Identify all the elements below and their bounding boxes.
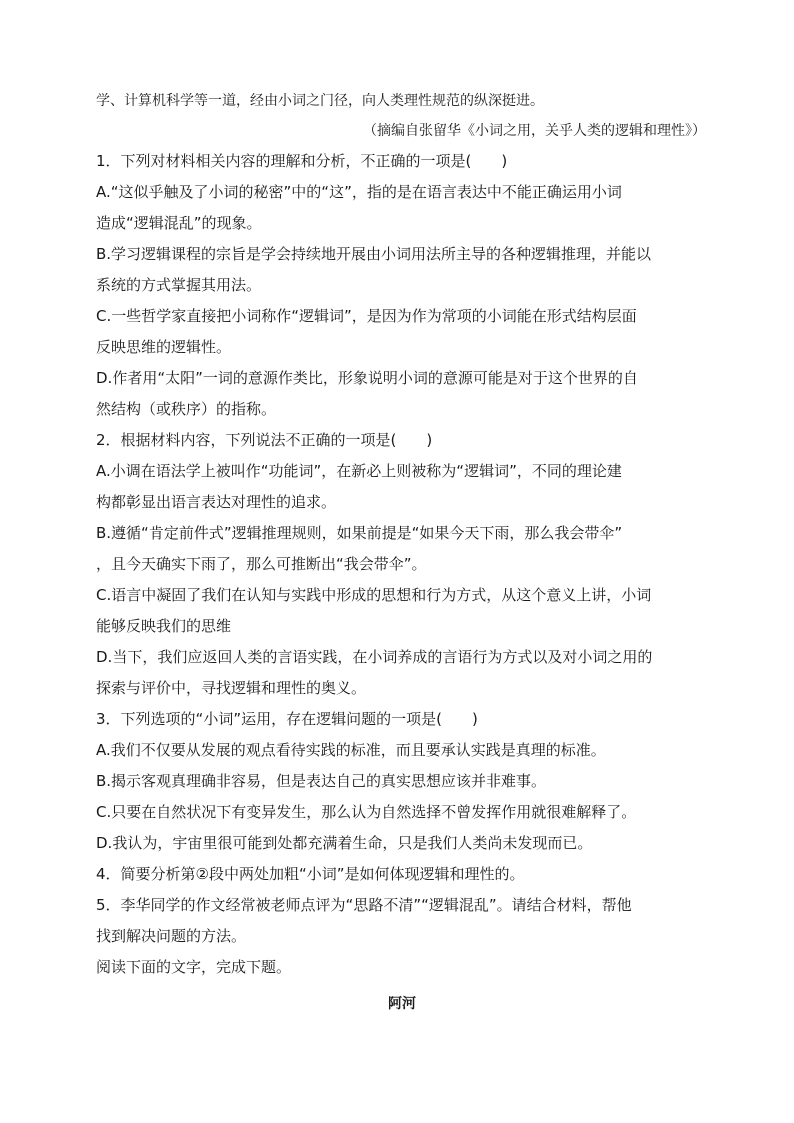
question-3 bbox=[96, 704, 708, 859]
question-2-option-c-cont: 能够反映我们的思维 bbox=[96, 617, 232, 635]
question-1-option-a: A.“这似乎触及了小词的秘密”中的“这”，指的是在语言表达中不能正确运用小词 bbox=[96, 183, 622, 201]
question-1-option-c: C.一些哲学家直接把小词称作“逻辑词”，是因为作为常项的小词能在形式结构层面 bbox=[96, 307, 637, 325]
source-citation: （摘编自张留华《小词之用，关乎人类的逻辑和理性》） bbox=[363, 123, 706, 139]
question-1-option-c-cont: 反映思维的逻辑性。 bbox=[96, 338, 232, 356]
question-1-option-d: D.作者用“太阳”一词的意源作类比，形象说明小词的意源可能是对于这个世界的自 bbox=[96, 369, 638, 387]
question-5 bbox=[96, 890, 708, 952]
question-2 bbox=[96, 425, 708, 704]
question-3-option-a: A.我们不仅要从发展的观点看待实践的标准，而且要承认实践是真理的标准。 bbox=[96, 741, 606, 759]
question-3-option-d: D.我认为，宇宙里很可能到处都充满着生命，只是我们人类尚未发现而已。 bbox=[96, 834, 593, 852]
question-1-option-b-cont: 系统的方式掌握其用法。 bbox=[96, 276, 262, 294]
question-1-stem: 1．下列对材料相关内容的理解和分析，不正确的一项是( ) bbox=[96, 152, 508, 170]
question-2-option-a: A.小调在语法学上被叫作“功能词”，在新必上则被称为“逻辑词”，不同的理论建 bbox=[96, 462, 622, 480]
question-2-option-d-cont: 探索与评价中，寻找逻辑和理性的奥义。 bbox=[96, 679, 367, 697]
question-2-option-d: D.当下，我们应返回人类的言语实践，在小词养成的言语行为方式以及对小词之用的 bbox=[96, 648, 653, 666]
question-3-stem: 3．下列选项的“小词”运用，存在逻辑问题的一项是( ) bbox=[96, 710, 478, 728]
question-4-stem: 4．简要分析第②段中两处加粗“小词”是如何体现逻辑和理性的。 bbox=[96, 865, 525, 883]
question-3-option-c: C.只要在自然状况下有变异发生，那么认为自然选择不曾发挥作用就很难解释了。 bbox=[96, 803, 637, 821]
question-5-stem: 5．李华同学的作文经常被老师点评为“思路不清”“逻辑混乱”。请结合材料，帮他 bbox=[96, 896, 632, 914]
question-2-stem: 2．根据材料内容，下列说法不正确的一项是( ) bbox=[96, 431, 433, 449]
question-2-option-c: C.语言中凝固了我们在认知与实践中形成的思想和行为方式，从这个意义上讲，小词 bbox=[96, 586, 652, 604]
intro-text: 学、计算机科学等一道，经由小词之门径，向人类理性规范的纵深挺进。 bbox=[96, 93, 544, 109]
question-5-stem-cont: 找到解决问题的方法。 bbox=[96, 927, 247, 945]
question-1-option-a-cont: 造成“逻辑混乱”的现象。 bbox=[96, 214, 262, 232]
question-2-option-b: B.遵循“肯定前件式”逻辑推理规则，如果前提是“如果今天下雨，那么我会带伞” bbox=[96, 524, 623, 542]
question-1 bbox=[96, 146, 708, 425]
question-1-option-d-cont: 然结构（或秩序）的指称。 bbox=[96, 400, 277, 418]
question-3-option-b: B.揭示客观真理确非容易，但是表达自己的真实思想应该并非难事。 bbox=[96, 772, 547, 790]
question-2-option-b-cont: ，且今天确实下雨了，那么可推断出“我会带伞”。 bbox=[96, 555, 427, 573]
passage-title: 阿河 bbox=[388, 996, 416, 1012]
question-1-option-b: B.学习逻辑课程的宗旨是学会持续地开展由小词用法所主导的各种逻辑推理，并能以 bbox=[96, 245, 652, 263]
reading-instruction: 阅读下面的文字，完成下题。 bbox=[96, 958, 292, 976]
question-2-option-a-cont: 构都彰显出语言表达对理性的追求。 bbox=[96, 493, 337, 511]
document-page bbox=[96, 86, 708, 1019]
